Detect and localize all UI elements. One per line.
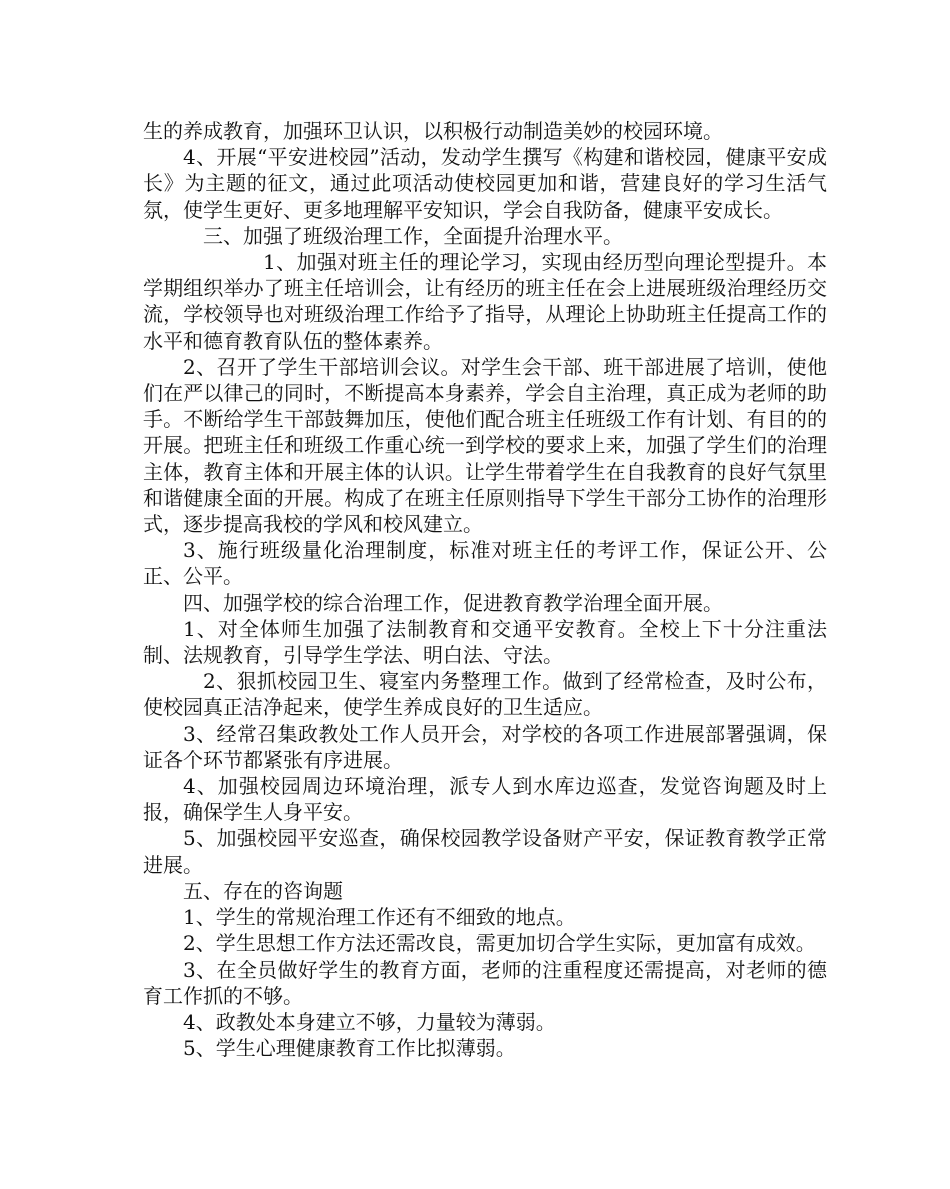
paragraph-issue-4: 4、政教处本身建立不够，力量较为薄弱。 <box>183 1009 556 1034</box>
paragraph-item-3-class-management: 3、施行班级量化治理制度，标准对班主任的考评工作，保证公开、公正、公平。 <box>143 538 827 589</box>
paragraph-issue-3: 3、在全员做好学生的教育方面，老师的注重程度还需提高，对老师的德育工作抓的不够。 <box>143 957 827 1008</box>
paragraph-item-2-hygiene: 2、狠抓校园卫生、寝室内务整理工作。做到了经常检查，及时公布，使校园真正洁净起来，使学生养成良好的卫生适应。 <box>143 669 827 720</box>
paragraph-issue-2: 2、学生思想工作方法还需改良，需更加切合学生实际，更加富有成效。 <box>183 931 816 956</box>
paragraph-item-4-surroundings: 4、加强校园周边环境治理，派专人到水库边巡查，发觉咨询题及时上报，确保学生人身平安。 <box>143 774 827 825</box>
section-heading-4: 四、加强学校的综合治理工作，促进教育教学治理全面开展。 <box>183 590 723 615</box>
paragraph-item-4-safety-campus: 4、开展“平安进校园”活动，发动学生撰写《构建和谐校园，健康平安成长》为主题的征文，通过此项活动使校园更加和谐，营建良好的学习生活气氛，使学生更好、更多地理解平安知识，学会自我防备，健康平安成长。 <box>143 145 827 222</box>
paragraph-continuation: 生的养成教育，加强环卫认识，以积极行动制造美妙的校园环境。 <box>143 119 723 143</box>
section-heading-5: 五、存在的咨询题 <box>183 878 343 903</box>
paragraph-item-1-legal-education: 1、对全体师生加强了法制教育和交通平安教育。全校上下十分注重法制、法规教育，引导学生学法、明白法、守法。 <box>143 616 827 668</box>
paragraph-item-5-patrol: 5、加强校园平安巡查，确保校园教学设备财产平安，保证教育教学正常进展。 <box>143 826 827 877</box>
paragraph-item-2-student-cadres: 2、召开了学生干部培训会议。对学生会干部、班干部进展了培训，使他们在严以律己的同时，不断提高本身素养，学会自主治理，真正成为老师的助手。不断给学生干部鼓舞加压，使他们配合班主任班级工作有计划、有目的的开展。把班主任和班级工作重心统一到学校的要求上来，加强了学生们的治理主体，教育主体和开展主体的认识。让学生带着学生在自我教育的良好气氛里和谐健康全面的开展。构成了在班主任原则指导下学生干部分工协作的治理形式，逐步提高我校的学风和校风建立。 <box>143 354 827 537</box>
paragraph-item-3-staff-meetings: 3、经常召集政教处工作人员开会，对学校的各项工作进展部署强调，保证各个环节都紧张有序进展。 <box>143 721 827 772</box>
paragraph-issue-5: 5、学生心理健康教育工作比拟薄弱。 <box>183 1036 516 1061</box>
document-body <box>143 118 827 1061</box>
paragraph-issue-1: 1、学生的常规治理工作还有不细致的地点。 <box>183 905 576 930</box>
section-heading-3: 三、加强了班级治理工作，全面提升治理水平。 <box>203 223 623 248</box>
paragraph-item-1-teacher-training: 1、加强对班主任的理论学习，实现由经历型向理论型提升。本学期组织举办了班主任培训会，让有经历的班主任在会上进展班级治理经历交流，学校领导也对班级治理工作给予了指导，从理论上协助班主任提高工作的水平和德育教育队伍的整体素养。 <box>143 250 827 353</box>
